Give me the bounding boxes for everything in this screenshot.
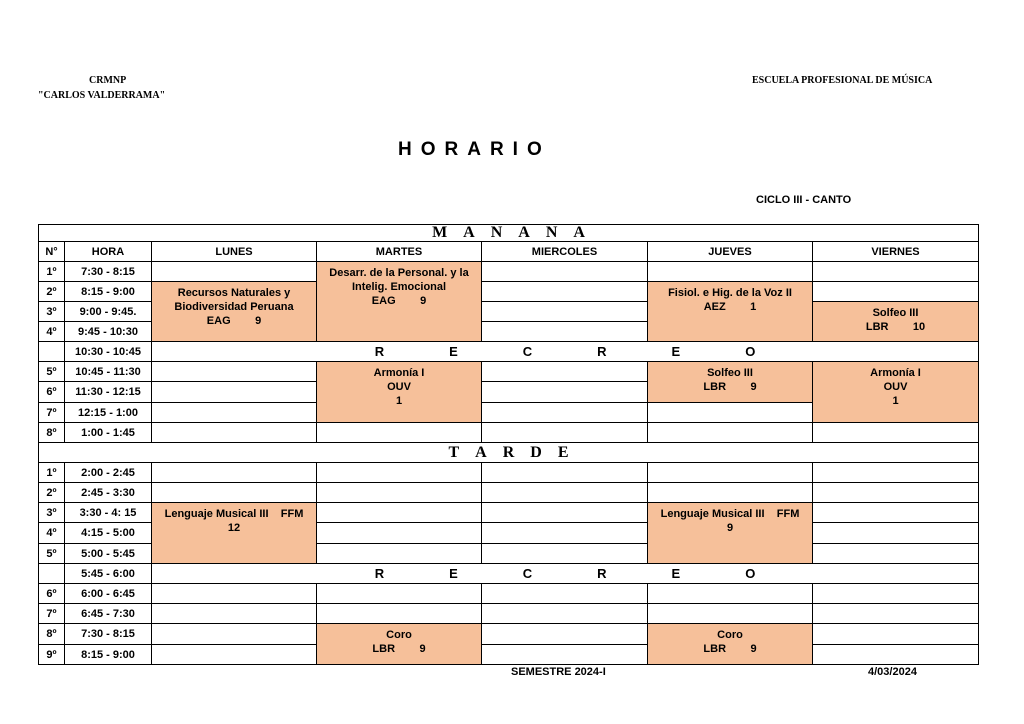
row-number-label: 1º: [46, 265, 57, 278]
empty-slot: [647, 603, 813, 624]
course-line: Desarr. de la Personal. y la: [329, 267, 469, 279]
course-line: 12: [227, 522, 241, 534]
row-time-label: 10:45 - 11:30: [75, 365, 141, 378]
column-header: [151, 241, 317, 262]
empty-slot: [151, 644, 317, 665]
empty-slot: [151, 402, 317, 423]
row-number-label: 5º: [46, 547, 57, 560]
row-number: [38, 281, 65, 302]
column-header-label: N°: [45, 245, 58, 258]
empty-slot: [151, 381, 317, 403]
empty-slot: [812, 603, 979, 624]
course-line: Solfeo III: [872, 307, 919, 319]
empty-slot: [481, 603, 648, 624]
course-line: Coro: [717, 629, 743, 641]
course-line: Solfeo III: [707, 367, 753, 379]
cycle-label: CICLO III - CANTO: [756, 194, 852, 206]
empty-slot: [812, 543, 979, 564]
course-line: Biodiversidad Peruana: [174, 301, 294, 313]
row-number: [38, 422, 65, 443]
empty-slot: [151, 261, 317, 282]
row-time-label: 5:00 - 5:45: [81, 547, 135, 560]
row-number-label: 4º: [46, 527, 57, 539]
empty-slot: [316, 462, 482, 483]
empty-slot: [812, 583, 979, 604]
row-number-label: 2º: [46, 285, 57, 298]
row-time: [64, 563, 152, 584]
column-header: [481, 241, 648, 262]
row-time: [64, 281, 152, 302]
row-time-label: 3:30 - 4: 15: [79, 506, 137, 519]
recreo-row: [151, 341, 979, 362]
row-time: [64, 482, 152, 503]
row-time: [64, 341, 152, 362]
empty-slot: [812, 522, 979, 544]
empty-slot: [481, 422, 648, 443]
empty-slot: [481, 261, 648, 282]
row-number-label: 4º: [46, 325, 57, 338]
row-number: [38, 402, 65, 423]
row-number: [38, 381, 65, 403]
empty-slot: [812, 644, 979, 665]
course-line: OUV: [883, 381, 908, 393]
course-block: [151, 502, 317, 564]
course-block: [316, 361, 482, 423]
course-block: [812, 301, 979, 342]
row-time-label: 7:30 - 8:15: [81, 265, 135, 278]
empty-slot: [481, 321, 648, 342]
row-number: [38, 301, 65, 322]
course-line: LBR 10: [865, 321, 926, 333]
empty-slot: [151, 482, 317, 503]
course-block: [647, 502, 813, 564]
empty-slot: [481, 381, 648, 403]
empty-slot: [481, 482, 648, 503]
course-line: Recursos Naturales y: [177, 287, 291, 299]
row-time-label: 7:30 - 8:15: [81, 628, 135, 640]
course-block: [647, 281, 813, 342]
course-line: Intelig. Emocional: [351, 281, 447, 293]
row-time: [64, 603, 152, 624]
empty-slot: [812, 623, 979, 645]
course-line: Fisiol. e Hig. de la Voz II: [668, 287, 792, 299]
row-number: [38, 341, 65, 362]
empty-slot: [481, 301, 648, 322]
row-number-label: 6º: [46, 587, 57, 600]
course-line: Armonía I: [373, 367, 425, 379]
empty-slot: [481, 623, 648, 645]
row-time-label: 9:45 - 10:30: [78, 325, 138, 338]
empty-slot: [647, 462, 813, 483]
row-time: [64, 321, 152, 342]
row-number-label: 7º: [46, 607, 57, 620]
row-number: [38, 543, 65, 564]
recreo-row: [151, 563, 979, 584]
row-time-label: 10:30 - 10:45: [74, 345, 142, 358]
empty-slot: [151, 583, 317, 604]
row-time: [64, 301, 152, 322]
empty-slot: [316, 522, 482, 544]
row-number-label: 5º: [46, 365, 57, 378]
column-header-label: MARTES: [375, 245, 423, 258]
row-time-label: 2:45 - 3:30: [81, 486, 135, 499]
empty-slot: [647, 583, 813, 604]
row-number-label: 9º: [46, 648, 57, 661]
row-time: [64, 462, 152, 483]
row-number-label: 3º: [46, 506, 57, 519]
course-line: Lenguaje Musical III FFM: [660, 508, 800, 520]
empty-slot: [812, 462, 979, 483]
row-time-label: 12:15 - 1:00: [78, 406, 138, 419]
date-label: 4/03/2024: [868, 666, 917, 678]
row-number: [38, 502, 65, 523]
empty-slot: [647, 402, 813, 423]
course-block: [316, 623, 482, 665]
institution-acronym: CRMNP: [89, 75, 127, 86]
row-time: [64, 261, 152, 282]
row-number-label: 1º: [46, 466, 57, 479]
row-number: [38, 321, 65, 342]
empty-slot: [151, 623, 317, 645]
course-line: LBR 9: [703, 381, 757, 393]
empty-slot: [647, 482, 813, 503]
column-header: [316, 241, 482, 262]
course-line: OUV: [387, 381, 411, 393]
empty-slot: [481, 402, 648, 423]
course-line: LBR 9: [703, 643, 757, 655]
column-header: [64, 241, 152, 262]
course-line: AEZ 1: [703, 301, 757, 313]
row-number-label: 6º: [46, 386, 57, 398]
semester-label: SEMESTRE 2024-I: [511, 666, 606, 678]
row-time: [64, 583, 152, 604]
empty-slot: [481, 361, 648, 382]
course-block: [812, 361, 979, 423]
empty-slot: [481, 543, 648, 564]
column-header-label: HORA: [91, 245, 125, 258]
empty-slot: [481, 583, 648, 604]
course-block: [316, 261, 482, 342]
column-header-label: LUNES: [215, 245, 253, 258]
column-header-label: VIERNES: [871, 245, 920, 258]
row-time-label: 9:00 - 9:45.: [79, 305, 137, 318]
page-title: HORARIO: [398, 139, 551, 160]
row-time-label: 4:15 - 5:00: [81, 527, 135, 539]
column-header-label: MIERCOLES: [531, 245, 598, 258]
column-header: [38, 241, 65, 262]
row-time: [64, 361, 152, 382]
course-block: [647, 623, 813, 665]
row-time: [64, 543, 152, 564]
row-number-label: 2º: [46, 486, 57, 499]
row-time: [64, 381, 152, 403]
row-number: [38, 623, 65, 645]
row-time-label: 11:30 - 12:15: [75, 386, 141, 398]
row-time-label: 5:45 - 6:00: [81, 567, 135, 580]
empty-slot: [647, 261, 813, 282]
school-name: ESCUELA PROFESIONAL DE MÚSICA: [752, 75, 933, 86]
row-time-label: 8:15 - 9:00: [81, 648, 135, 661]
row-number: [38, 583, 65, 604]
manana-banner: [38, 224, 979, 242]
row-number-label: 3º: [46, 305, 57, 318]
row-time-label: 6:00 - 6:45: [81, 587, 135, 600]
column-header: [647, 241, 813, 262]
row-time-label: 6:45 - 7:30: [81, 607, 135, 620]
manana-banner-text: M A N A N A: [432, 224, 585, 241]
row-time-label: 1:00 - 1:45: [81, 426, 135, 439]
empty-slot: [316, 603, 482, 624]
row-time: [64, 402, 152, 423]
row-time: [64, 623, 152, 645]
row-number: [38, 522, 65, 544]
row-number: [38, 462, 65, 483]
empty-slot: [812, 482, 979, 503]
course-line: 9: [726, 522, 734, 534]
empty-slot: [151, 361, 317, 382]
empty-slot: [481, 644, 648, 665]
recreo-label: R E C R E O: [374, 343, 756, 359]
tarde-banner: [38, 442, 979, 463]
course-line: Lenguaje Musical III FFM: [164, 508, 304, 520]
empty-slot: [151, 422, 317, 443]
course-line: 1: [395, 395, 403, 407]
tarde-banner-text: T A R D E: [448, 443, 569, 461]
row-number: [38, 261, 65, 282]
empty-slot: [481, 281, 648, 302]
row-time-label: 8:15 - 9:00: [81, 285, 135, 298]
row-number: [38, 563, 65, 584]
course-line: EAG 9: [371, 295, 427, 307]
empty-slot: [812, 422, 979, 443]
row-number-label: 8º: [46, 628, 57, 640]
row-time: [64, 422, 152, 443]
course-line: Coro: [386, 629, 412, 641]
course-line: LBR 9: [372, 643, 426, 655]
course-line: Armonía I: [870, 367, 921, 379]
empty-slot: [316, 583, 482, 604]
row-number: [38, 603, 65, 624]
empty-slot: [812, 502, 979, 523]
recreo-label: R E C R E O: [374, 565, 756, 581]
row-number: [38, 361, 65, 382]
row-time: [64, 502, 152, 523]
institution-name: "CARLOS VALDERRAMA": [38, 90, 166, 101]
course-line: EAG 9: [206, 315, 262, 327]
empty-slot: [316, 502, 482, 523]
empty-slot: [316, 422, 482, 443]
course-line: 1: [892, 395, 899, 407]
column-header-label: JUEVES: [708, 245, 752, 258]
row-number: [38, 644, 65, 665]
empty-slot: [316, 482, 482, 503]
empty-slot: [647, 422, 813, 443]
row-number: [38, 482, 65, 503]
empty-slot: [481, 462, 648, 483]
empty-slot: [481, 502, 648, 523]
empty-slot: [812, 261, 979, 282]
row-time-label: 2:00 - 2:45: [81, 466, 135, 479]
course-block: [647, 361, 813, 403]
empty-slot: [316, 543, 482, 564]
course-block: [151, 281, 317, 342]
empty-slot: [481, 522, 648, 544]
row-time: [64, 522, 152, 544]
row-number-label: 8º: [46, 426, 57, 439]
empty-slot: [151, 603, 317, 624]
column-header: [812, 241, 979, 262]
empty-slot: [812, 281, 979, 302]
row-time: [64, 644, 152, 665]
empty-slot: [151, 462, 317, 483]
row-number-label: 7º: [46, 406, 57, 419]
